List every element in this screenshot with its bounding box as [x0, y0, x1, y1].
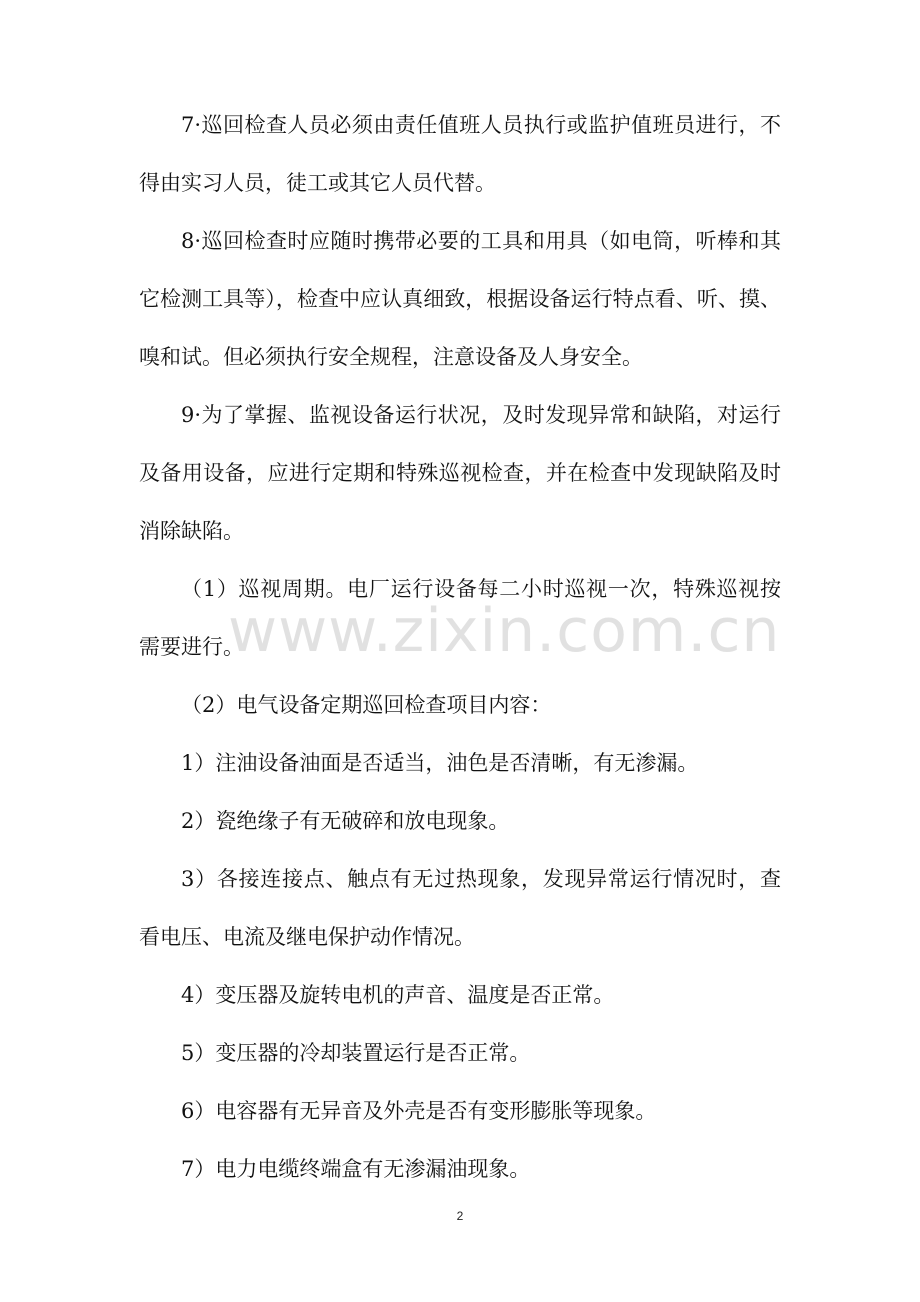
list-item-contacts: 3）各接连接点、触点有无过热现象，发现异常运行情况时，查看电压、电流及继电保护动作情况。 [139, 867, 781, 949]
paragraph-inspection-items-heading: （2）电气设备定期巡回检查项目内容： [181, 693, 552, 717]
paragraph-item-7: 7·巡回检查人员必须由责任值班人员执行或监护值班员进行，不得由实习人员，徒工或其它人员代替。 [139, 113, 781, 195]
list-item-oil-equipment: 1）注油设备油面是否适当，油色是否清晰，有无渗漏。 [181, 751, 699, 775]
paragraph-item-9: 9·为了掌握、监视设备运行状况，及时发现异常和缺陷，对运行及备用设备，应进行定期和特殊巡视检查，并在检查中发现缺陷及时消除缺陷。 [139, 403, 781, 543]
paragraph-inspection-cycle: （1）巡视周期。电厂运行设备每二小时巡视一次，特殊巡视按需要进行。 [139, 577, 781, 659]
paragraph-item-8: 8·巡回检查时应随时携带必要的工具和用具（如电筒，听棒和其它检测工具等），检查中应认真细致，根据设备运行特点看、听、摸、嗅和试。但必须执行安全规程，注意设备及人身安全。 [139, 229, 781, 369]
list-item-transformer-cooling: 5）变压器的冷却装置运行是否正常。 [181, 1041, 531, 1065]
list-item-transformer-sound: 4）变压器及旋转电机的声音、温度是否正常。 [181, 983, 615, 1007]
watermark: www.zixin.com.cn [228, 596, 781, 666]
list-item-insulators: 2）瓷绝缘子有无破碎和放电现象。 [181, 809, 510, 833]
list-item-cable-terminal: 7）电力电缆终端盒有无渗漏油现象。 [181, 1157, 531, 1181]
document-body [139, 96, 781, 1198]
list-item-capacitor: 6）电容器有无异音及外壳是否有变形膨胀等现象。 [181, 1099, 657, 1123]
page-number: 2 [456, 1209, 464, 1223]
